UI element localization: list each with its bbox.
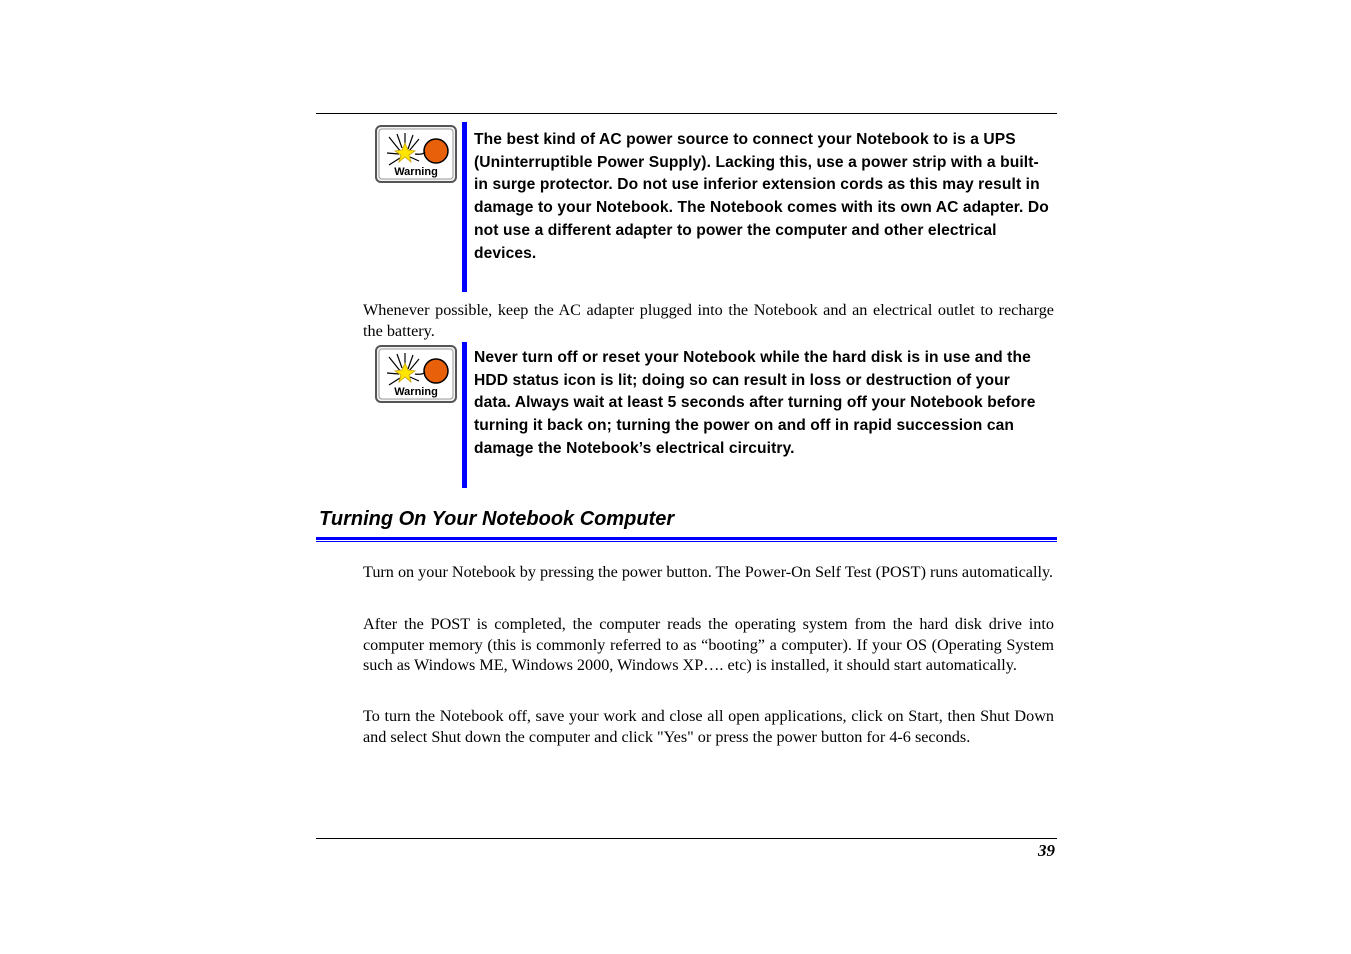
warning-icon [375,125,457,183]
warning-block-hard-disk [374,342,1064,488]
warning-text: The best kind of AC power source to connect your Notebook to is a UPS (Uninterruptible Power Supply). Lacking this, use a power strip with a built-in surge protector. Do not use inferior extension cords as this may result in damage to your Notebook. The Notebook comes with its own AC adapter. Do not use a different adapter to power the computer and other electrical devices. [474,131,1049,262]
body-paragraph: To turn the Notebook off, save your work and close all open applications, click on Start, then Shut Down and select Shut down the computer and click "Yes" or press the power button for 4-6 seconds. [363,707,1054,746]
section-heading: Turning On Your Notebook Computer [319,508,675,530]
warning-icon-label: Warning [394,166,438,178]
warning-block-power-source [374,122,1064,292]
adapter-paragraph: Whenever possible, keep the AC adapter plugged into the Notebook and an electrical outlet to recharge the battery. [363,301,1054,340]
footer-rule [316,838,1057,839]
warning-text: Never turn off or reset your Notebook while the hard disk is in use and the HDD status icon is lit; doing so can result in loss or destruction of your data. Always wait at least 5 seconds after turning off your Notebook before turning it back on; turning the power on and off in rapid succession can damage the Notebook’s electrical circuitry. [474,349,1036,457]
heading-rule [316,537,1057,540]
warning-bar [462,122,467,292]
warning-bar [462,342,467,488]
warning-icon-label: Warning [394,386,438,398]
heading-rule-thin [316,541,1057,542]
header-rule [316,113,1057,114]
page-number: 39 [1038,841,1055,860]
body-paragraph: After the POST is completed, the computer reads the operating system from the hard disk drive into computer memory (this is commonly referred to as “booting” a computer). If your OS (Operating System such as Windows ME, Windows 2000, Windows XP…. etc) is installed, it should start automatically. [363,615,1054,674]
warning-icon [375,345,457,403]
body-paragraph: Turn on your Notebook by pressing the power button. The Power-On Self Test (POST) runs automatically. [363,563,1054,581]
